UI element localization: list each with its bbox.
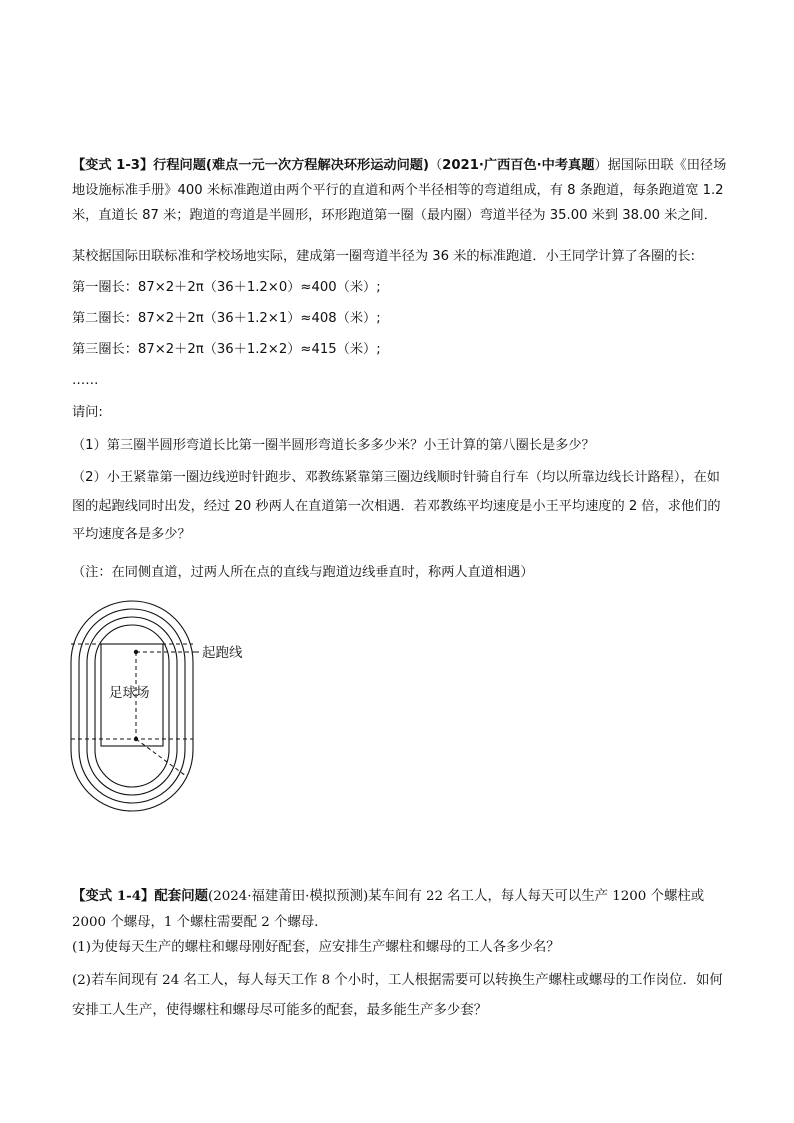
question-2: （2）小王紧靠第一圈边线逆时针跑步、邓教练紧靠第三圈边线顺时针骑自行车（均以所靠边线长计路程），在如图的起跑线同时出发，经过 20 秒两人在直道第一次相遇．若邓教练平均速度是小王平均速度的 2 倍，求他们的平均速度各是多少？ (72, 470, 721, 542)
lap-line-ellipsis: …… (72, 373, 99, 388)
question-note: （注：在同侧直道，过两人所在点的直线与跑道边线垂直时，称两人直道相遇） (72, 565, 534, 580)
problem-tag: 【变式 1-3】 (72, 158, 154, 173)
question-1: （1）第三圈半圆形弯道长比第一圈半圆形弯道长多多少米？小王计算的第八圈长是多少？ (72, 438, 595, 453)
center-point-dot (134, 737, 138, 741)
running-track-figure (66, 596, 266, 816)
problem-intro: 据国际田联《田径场地设施标准手册》400 米标准跑道由两个平行的直道和两个半径相等的弯道组成，有 8 条跑道，每条跑道宽 1.2 米，直道长 87 米；跑道的弯道是半圆形，环形跑道第一圈（最内圈）弯道半径为 35.00 米到 38.00 米之间． (72, 158, 727, 223)
start-line-label: 起跑线 (202, 645, 243, 661)
problem-title: 配套问题 (154, 888, 208, 904)
lap-line-1: 第一圈长：87×2＋2π（36＋1.2×0）≈400（米）; (72, 280, 381, 295)
track-lane-outer (71, 601, 193, 811)
lap-line-2: 第二圈长：87×2＋2π（36＋1.2×1）≈408（米）; (72, 311, 381, 326)
lap-line-3: 第三圈长：87×2＋2π（36＋1.2×2）≈415（米）; (72, 342, 381, 357)
source-open: ( (207, 889, 214, 904)
problem-intro: 某车间有 22 名工人，每人每天可以生产 1200 个螺柱或 2000 个螺母，1 个螺柱需要配 2 个螺母． (72, 889, 705, 930)
problem-1-4-statement (72, 883, 728, 936)
source-open: （ (428, 158, 443, 173)
problem-context: 某校据国际田联标准和学校场地实际，建成第一圈弯道半径为 36 米的标准跑道．小王同学计算了各圈的长: (72, 249, 696, 264)
problem-source: 2021·广西百色·中考真题 (442, 158, 595, 173)
source-close: ） (594, 158, 608, 173)
problem-tag: 【变式 1-4】 (72, 888, 155, 904)
question-prompt: 请问: (72, 405, 103, 420)
source-close: ) (362, 889, 369, 904)
problem-1-3-statement (72, 153, 728, 228)
problem-title: 行程问题(难点一元一次方程解决环形运动问题) (153, 158, 429, 173)
radius-dashed-line (136, 739, 186, 776)
question-1: (1)为使每天生产的螺柱和螺母刚好配套，应安排生产螺柱和螺母的工人各多少名？ (72, 940, 560, 955)
start-point-dot (134, 650, 138, 654)
track-lane-inner (95, 625, 169, 787)
question-2: (2)若车间现有 24 名工人，每人每天工作 8 个小时，工人根据需要可以转换生产螺柱或螺母的工作岗位．如何安排工人生产，使得螺柱和螺母尽可能多的配套，最多能生产多少套？ (72, 973, 723, 1018)
problem-source: 2024·福建莆田·模拟预测 (213, 889, 363, 904)
football-field-label: 足球场 (109, 685, 150, 701)
